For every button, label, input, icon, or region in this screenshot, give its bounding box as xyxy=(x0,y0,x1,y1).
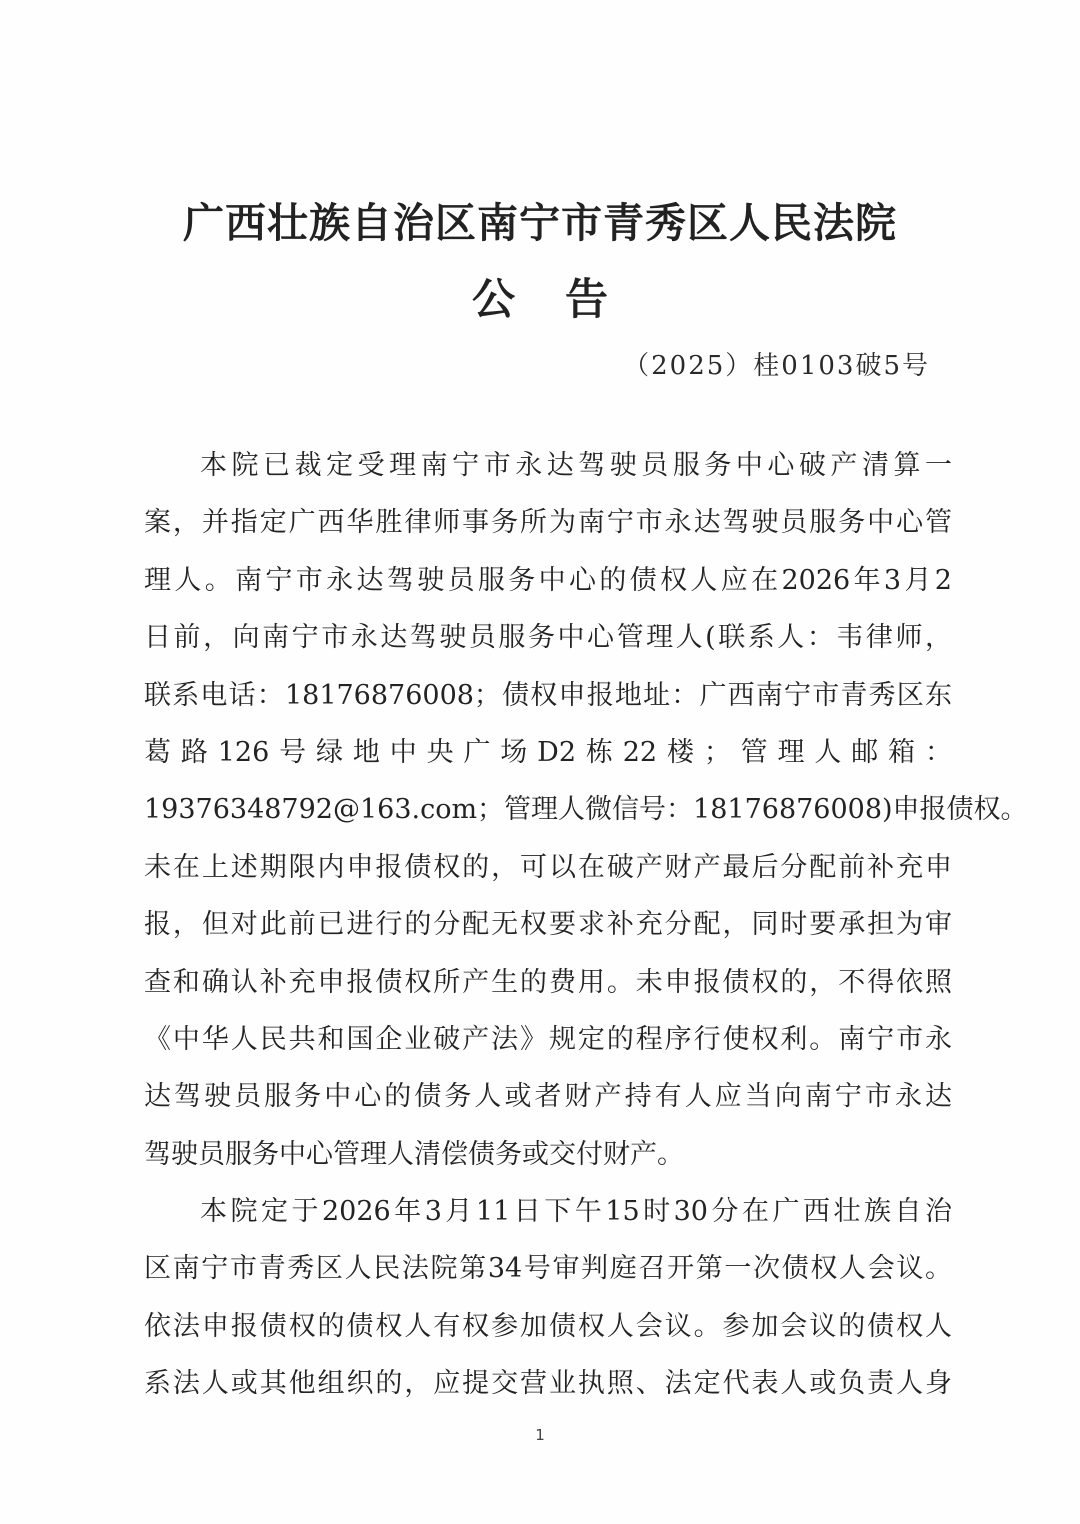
body-line: 查和确认补充申报债权所产生的费用。未申报债权的，不得依照 xyxy=(144,966,952,998)
body-line: 案，并指定广西华胜律师事务所为南宁市永达驾驶员服务中心管 xyxy=(144,507,952,539)
body-line: 本院定于2026年3月11日下午15时30分在广西壮族自治 xyxy=(200,1196,952,1228)
body-line: 19376348792@163.com；管理人微信号：18176876008)申报债权。 xyxy=(144,794,1028,826)
body-line: 依法申报债权的债权人有权参加债权人会议。参加会议的债权人 xyxy=(144,1310,952,1342)
body-line: 联系电话：18176876008；债权申报地址：广西南宁市青秀区东 xyxy=(144,679,952,711)
body-line: 驾驶员服务中心管理人清偿债务或交付财产。 xyxy=(144,1138,684,1170)
page-number: 1 xyxy=(535,1426,545,1444)
case-number: （2025）桂0103破5号 xyxy=(623,351,930,381)
body-line: 区南宁市青秀区人民法院第34号审判庭召开第一次债权人会议。 xyxy=(144,1253,952,1285)
body-line: 《中华人民共和国企业破产法》规定的程序行使权利。南宁市永 xyxy=(144,1023,952,1055)
body-line: 未在上述期限内申报债权的，可以在破产财产最后分配前补充申 xyxy=(144,851,952,883)
body-line: 葛路126号绿地中央广场D2栋22楼；管理人邮箱： xyxy=(144,736,952,768)
body-line: 系法人或其他组织的，应提交营业执照、法定代表人或负责人身 xyxy=(144,1368,952,1400)
body-line: 理人。南宁市永达驾驶员服务中心的债权人应在2026年3月2 xyxy=(144,564,952,596)
body-line: 本院已裁定受理南宁市永达驾驶员服务中心破产清算一 xyxy=(200,450,952,481)
body-line: 报，但对此前已进行的分配无权要求补充分配，同时要承担为审 xyxy=(144,909,952,941)
body-line: 日前，向南宁市永达驾驶员服务中心管理人(联系人：韦律师， xyxy=(144,622,952,654)
court-name-title: 广西壮族自治区南宁市青秀区人民法院 xyxy=(183,199,897,247)
announcement-body xyxy=(144,437,1028,1413)
body-line: 达驾驶员服务中心的债务人或者财产持有人应当向南宁市永达 xyxy=(144,1081,952,1113)
announcement-title: 公告 xyxy=(472,275,658,325)
